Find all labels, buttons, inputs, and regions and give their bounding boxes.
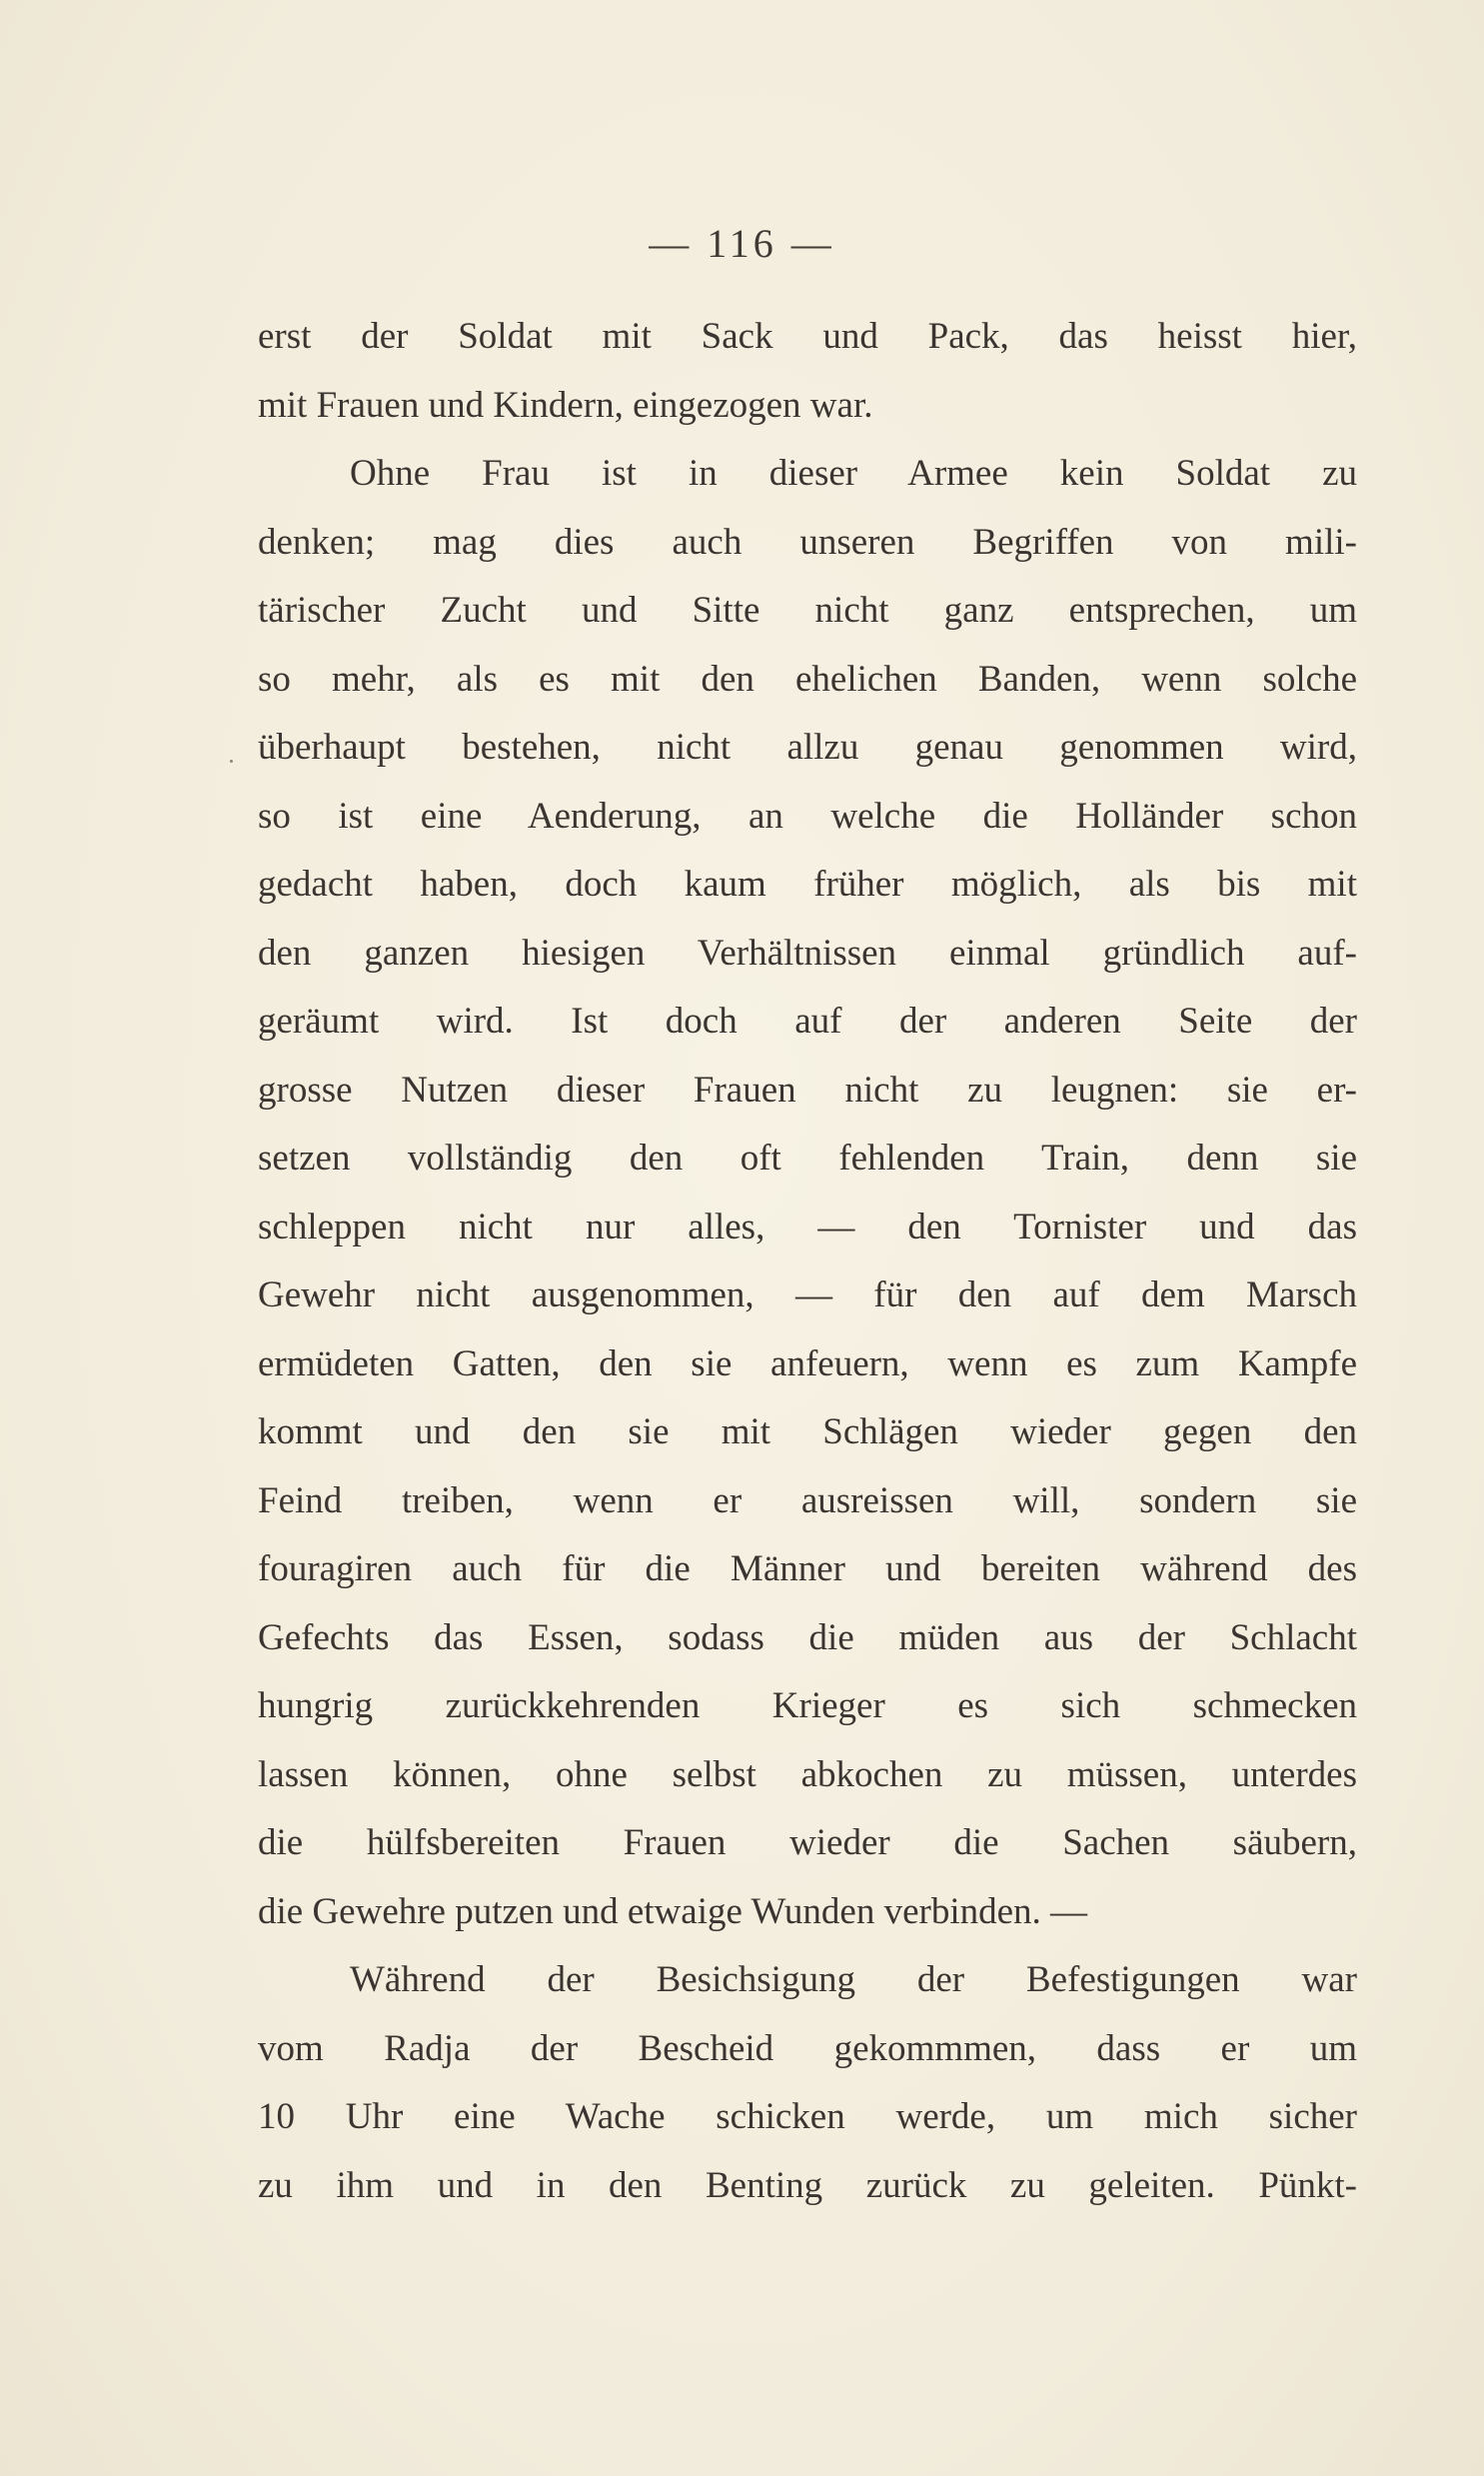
text-line: 10 Uhr eine Wache schicken werde, um mich sicher [258, 2096, 1357, 2137]
text-line: mit Frauen und Kindern, eingezogen war. [258, 384, 873, 426]
text-line: Feind treiben, wenn er ausreissen will, sondern sie [258, 1479, 1357, 1521]
text-line: den ganzen hiesigen Verhältnissen einmal gründlich auf- [258, 932, 1357, 974]
text-line: Ohne Frau ist in dieser Armee kein Soldat zu [350, 453, 1357, 494]
text-line: vom Radja der Bescheid gekommmen, dass er um [258, 2027, 1357, 2069]
text-line: Während der Besichsigung der Befestigungen war [350, 1959, 1357, 2000]
text-line: fouragiren auch für die Männer und bereiten während des [258, 1548, 1357, 1589]
page-number: — 116 — [649, 221, 835, 266]
text-line: setzen vollständig den oft fehlenden Train, denn sie [258, 1138, 1357, 1179]
text-line: so mehr, als es mit den ehelichen Banden, wenn solche [258, 658, 1357, 700]
text-line: die Gewehre putzen und etwaige Wunden verbinden. — [258, 1890, 1088, 1932]
text-line: kommt und den sie mit Schlägen wieder gegen den [258, 1411, 1357, 1452]
text-line: überhaupt bestehen, nicht allzu genau genommen wird, [258, 727, 1357, 768]
text-line: tärischer Zucht und Sitte nicht ganz entsprechen, um [258, 590, 1357, 631]
text-line: zu ihm und in den Benting zurück zu geleiten. Pünkt- [258, 2164, 1357, 2206]
text-line: hungrig zurückkehrenden Krieger es sich schmecken [258, 1685, 1357, 1726]
text-line: grosse Nutzen dieser Frauen nicht zu leugnen: sie er- [258, 1069, 1357, 1111]
text-line: Gewehr nicht ausgenommen, — für den auf dem Marsch [258, 1274, 1357, 1315]
text-line: Gefechts das Essen, sodass die müden aus der Schlacht [258, 1616, 1357, 1658]
text-line: geräumt wird. Ist doch auf der anderen Seite der [258, 1001, 1357, 1042]
text-line: erst der Soldat mit Sack und Pack, das heisst hier, [258, 316, 1357, 357]
body-text [258, 303, 1357, 2220]
text-line: ermüdeten Gatten, den sie anfeuern, wenn es zum Kampfe [258, 1342, 1357, 1384]
text-line: so ist eine Aenderung, an welche die Holländer schon [258, 795, 1357, 837]
text-line: denken; mag dies auch unseren Begriffen von mili- [258, 521, 1357, 563]
text-line: lassen können, ohne selbst abkochen zu müssen, unterdes [258, 1753, 1357, 1795]
text-line: gedacht haben, doch kaum früher möglich, als bis mit [258, 864, 1357, 905]
text-line: die hülfsbereiten Frauen wieder die Sachen säubern, [258, 1822, 1357, 1863]
text-line: schleppen nicht nur alles, — den Tornister und das [258, 1206, 1357, 1247]
margin-mark [230, 760, 233, 763]
